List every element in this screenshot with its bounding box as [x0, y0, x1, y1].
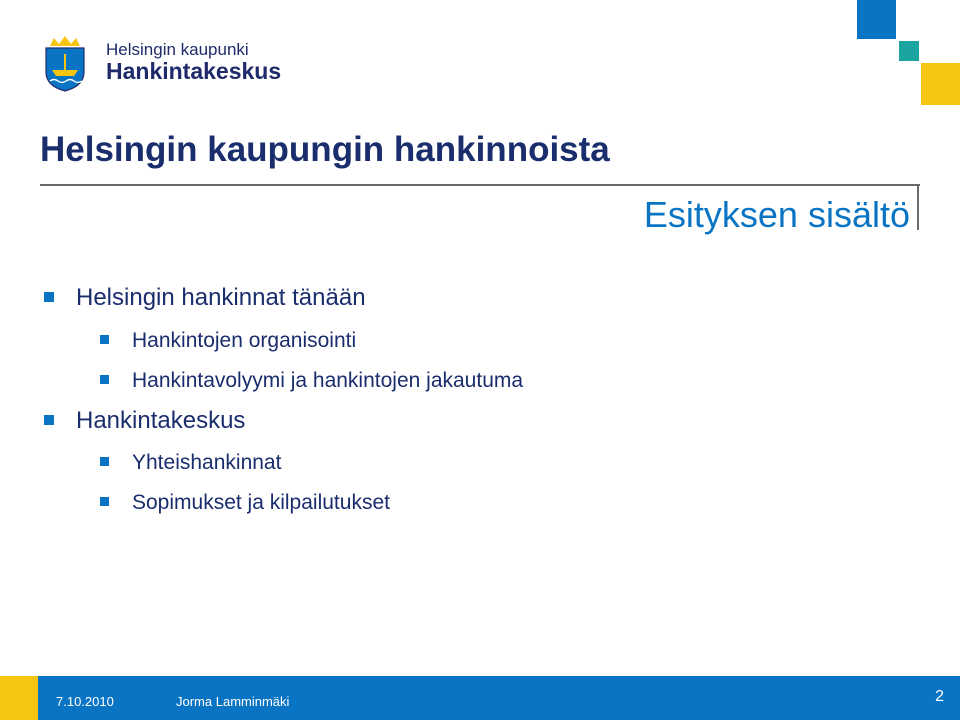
bullet-marker-icon [100, 335, 109, 344]
unit-name: Hankintakeskus [106, 58, 282, 84]
footer-date: 7.10.2010 [56, 694, 114, 709]
bullet-text: Yhteishankinnat [132, 451, 282, 474]
org-name: Helsingin kaupunki [106, 40, 249, 59]
bullet-marker-icon [100, 497, 109, 506]
bullet-marker-icon [100, 457, 109, 466]
bullet-marker-icon [44, 415, 54, 425]
bullet-text: Hankintojen organisointi [132, 329, 357, 352]
bullet-item [132, 329, 356, 353]
bullet-item [132, 491, 390, 515]
bullet-text: Sopimukset ja kilpailutukset [132, 491, 390, 514]
slide-footer [0, 676, 960, 720]
slide-subtitle: Esityksen sisältö [643, 194, 910, 235]
bullet-item [76, 284, 366, 312]
footer-accent [0, 676, 38, 720]
page-number: 2 [935, 688, 944, 705]
bullet-item [132, 369, 523, 393]
bullet-marker-icon [100, 375, 109, 384]
bullet-text: Hankintavolyymi ja hankintojen jakautuma [132, 369, 524, 392]
bullet-marker-icon [44, 292, 54, 302]
bullet-text: Helsingin hankinnat tänään [76, 284, 366, 311]
bullet-item [132, 451, 281, 475]
slide-title: Helsingin kaupungin hankinnoista [40, 130, 610, 169]
footer-author: Jorma Lamminmäki [176, 694, 290, 709]
bullet-text: Hankintakeskus [76, 407, 246, 434]
bullet-item [76, 407, 245, 435]
